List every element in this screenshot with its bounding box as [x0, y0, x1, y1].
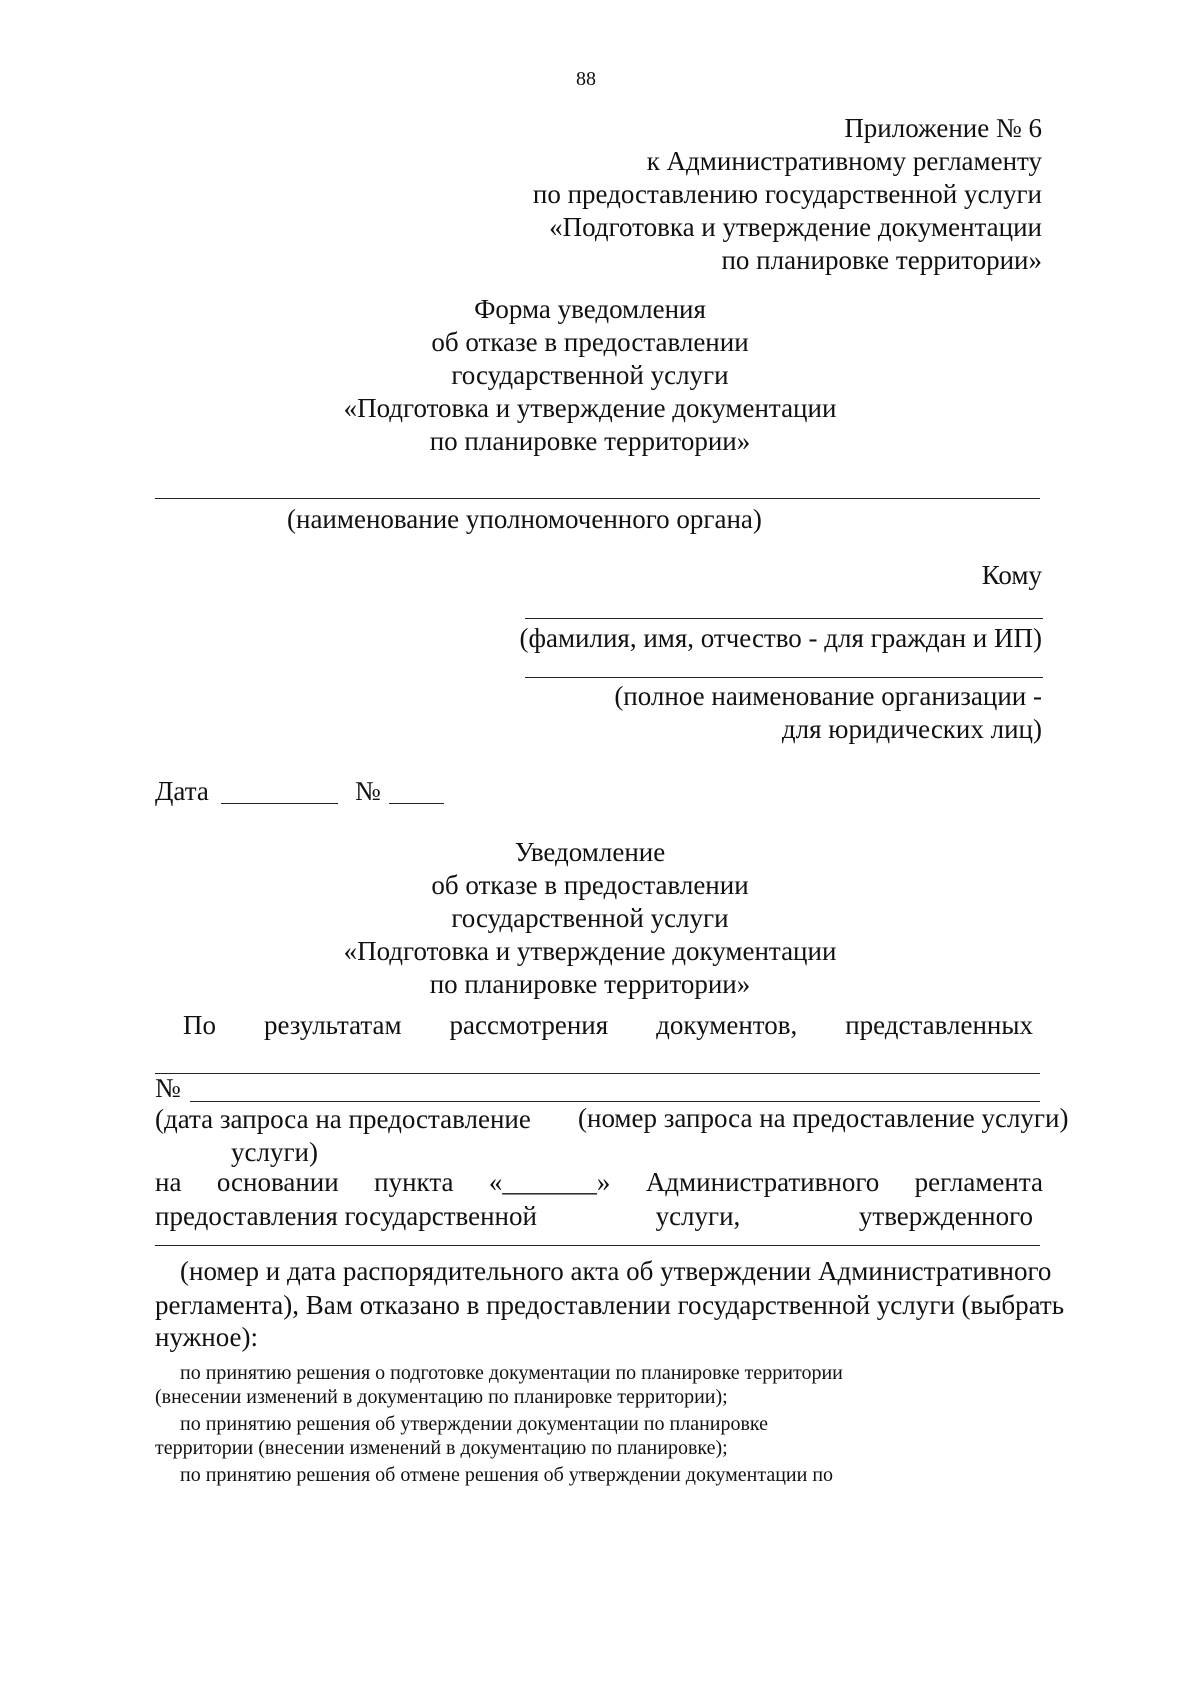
appendix-block [533, 112, 1042, 277]
appendix-line: «Подготовка и утверждение документации [549, 212, 1042, 242]
date-label: Дата [155, 776, 209, 806]
option-line: территории (внесении изменений в документацию по планировке); [155, 1437, 728, 1459]
organization-line[interactable] [525, 677, 1043, 678]
basis-word: основании [216, 1167, 339, 1197]
notice-title-line: Уведомление [514, 837, 666, 867]
form-title-line: по планировке территории» [429, 426, 751, 456]
date-blank[interactable] [221, 803, 338, 804]
results-word: По [183, 1010, 216, 1040]
notice-title-line: государственной услуги [451, 903, 729, 933]
request-date-caption-line: (дата запроса на предоставление [155, 1104, 531, 1134]
act-line[interactable] [155, 1245, 1040, 1246]
organization-caption-line: для юридических лиц) [781, 714, 1042, 744]
appendix-line: Приложение № 6 [844, 113, 1042, 143]
basis-word: пункта [374, 1167, 454, 1197]
organization-caption [614, 680, 1042, 746]
notice-title [340, 836, 840, 1001]
option-line: (внесении изменений в документацию по планировке территории); [155, 1386, 728, 1408]
option-line: по принятию решения об отмене решения об утверждении документации по [180, 1464, 834, 1486]
fio-caption: (фамилия, имя, отчество - для граждан и ИП) [519, 623, 1042, 653]
basis-sentence [155, 1167, 1043, 1198]
provision-word: предоставления государственной [155, 1201, 537, 1231]
appendix-line: к Административному регламенту [646, 146, 1042, 176]
results-word: документов, [656, 1010, 798, 1040]
request-date-caption-line: услуги) [231, 1137, 318, 1167]
notice-title-line: по планировке территории» [429, 969, 751, 999]
basis-word: Административного [645, 1167, 880, 1197]
appendix-line: по предоставлению государственной услуги [532, 179, 1042, 209]
request-number-caption: (номер запроса на предоставление услуги) [578, 1103, 1069, 1133]
results-sentence [183, 1010, 1033, 1041]
number-sign: № [155, 1073, 181, 1103]
form-title-line: «Подготовка и утверждение документации [343, 393, 837, 423]
applicant-line[interactable] [155, 1073, 1040, 1074]
notice-title-line: об отказе в предоставлении [431, 870, 749, 900]
results-word: рассмотрения [449, 1010, 609, 1040]
option-line: по принятию решения об утверждении документации по планировке [180, 1413, 769, 1435]
basis-word: регламента [914, 1167, 1043, 1197]
organ-caption: (наименование уполномоченного органа) [287, 504, 762, 534]
option-line: по принятию решения о подготовке документации по планировке территории [180, 1362, 843, 1384]
refusal-text-line: регламента), Вам отказано в предоставлении государственной услуги (выбрать [155, 1290, 1065, 1320]
provision-sentence [155, 1201, 1033, 1232]
request-date-caption [155, 1103, 531, 1169]
provision-word: утвержденного [858, 1201, 1033, 1231]
number-label: № [355, 776, 381, 806]
to-label: Кому [981, 560, 1042, 590]
refusal-text-line: нужное): [155, 1322, 259, 1352]
form-title-line: государственной услуги [451, 360, 729, 390]
basis-word: на [155, 1167, 182, 1197]
basis-word: «_______» [488, 1167, 611, 1197]
appendix-line: по планировке территории» [721, 245, 1042, 275]
results-word: результатам [263, 1010, 402, 1040]
form-title [340, 293, 840, 458]
number-blank[interactable] [389, 803, 444, 804]
act-caption-line: (номер и дата распорядительного акта об утверждении Административного [180, 1256, 1052, 1286]
results-word: представленных [845, 1010, 1033, 1040]
fio-line[interactable] [525, 618, 1043, 619]
provision-word: услуги, [655, 1201, 741, 1231]
form-title-line: Форма уведомления [474, 294, 706, 324]
notice-title-line: «Подготовка и утверждение документации [343, 936, 837, 966]
page-number: 88 [576, 68, 596, 90]
request-number-line[interactable] [190, 1101, 1040, 1102]
form-title-line: об отказе в предоставлении [431, 327, 749, 357]
organ-name-line[interactable] [155, 498, 1040, 499]
organization-caption-line: (полное наименование организации - [614, 681, 1042, 711]
